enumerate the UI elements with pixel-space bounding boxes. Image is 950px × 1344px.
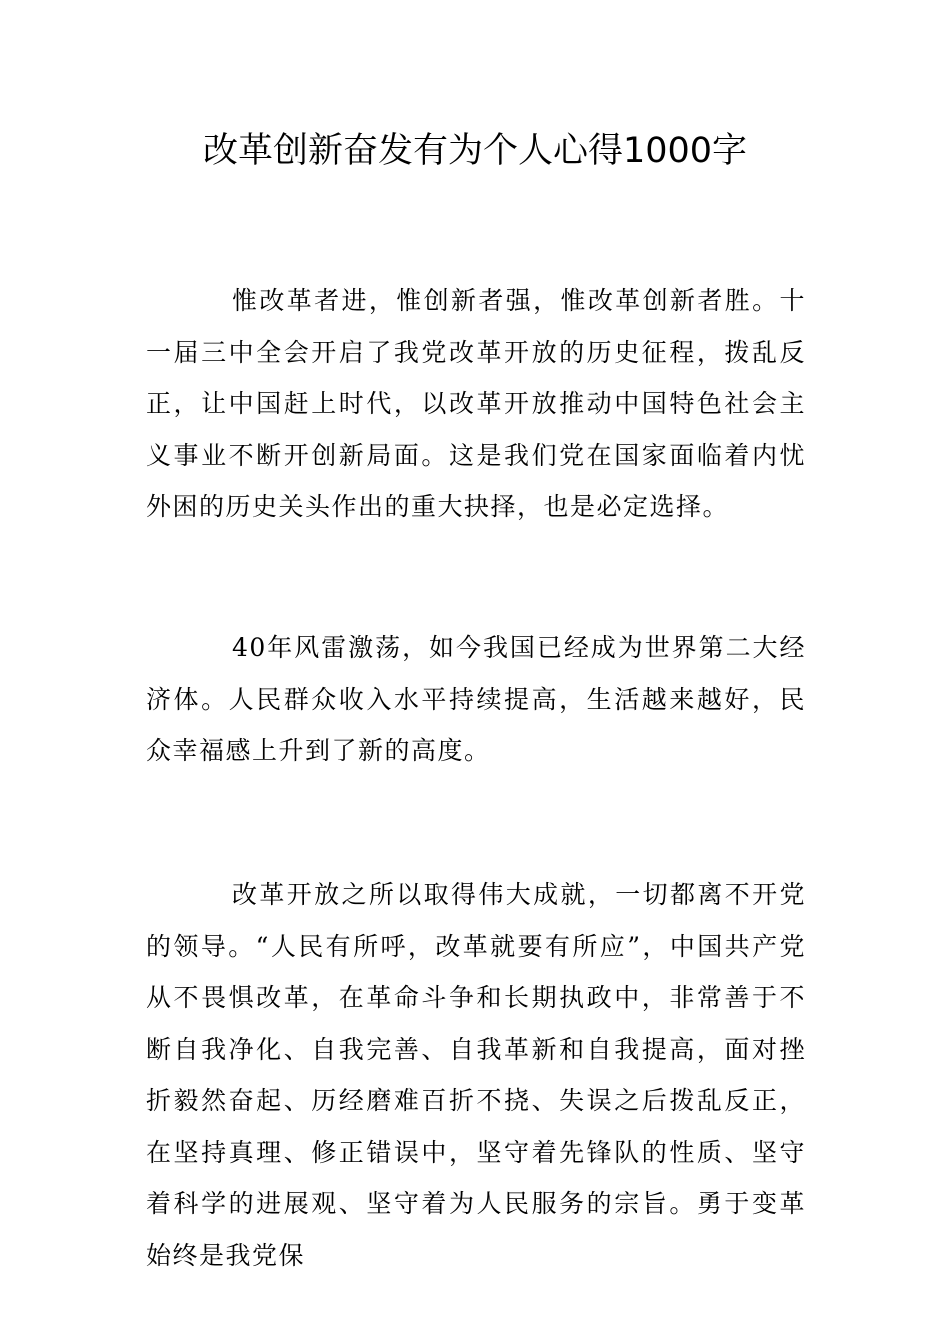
paragraph-3: 改革开放之所以取得伟大成就，一切都离不开党的领导。“人民有所呼，改革就要有所应”，中国共产党从不畏惧改革，在革命斗争和长期执政中，非常善于不断自我净化、自我完善、自我革新和自我提高，面对挫折毅然奋起、历经磨难百折不挠、失误之后拨乱反正，在坚持真理、修正错误中，坚守着先锋队的性质、坚守着科学的进展观、坚守着为人民服务的宗旨。勇于变革始终是我党保 <box>146 880 806 1270</box>
paragraph-2: 40年风雷激荡，如今我国已经成为世界第二大经济体。人民群众收入水平持续提高，生活越来越好，民众幸福感上升到了新的高度。 <box>146 633 806 765</box>
paragraph-1: 惟改革者进，惟创新者强，惟改革创新者胜。十一届三中全会开启了我党改革开放的历史征程，拨乱反正，让中国赶上时代，以改革开放推动中国特色社会主义事业不断开创新局面。这是我们党在国家面临着内忧外困的历史关头作出的重大抉择，也是必定选择。 <box>146 286 806 521</box>
document-title: 改革创新奋发有为个人心得1000字 <box>202 131 748 171</box>
